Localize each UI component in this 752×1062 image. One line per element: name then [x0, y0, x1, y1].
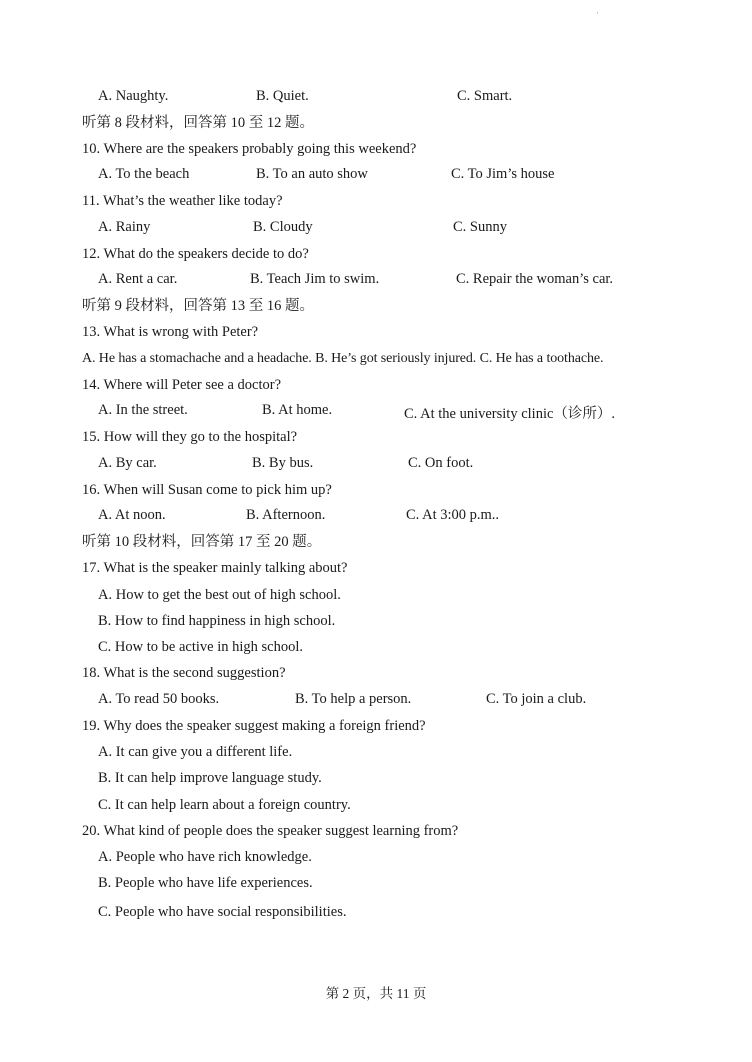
q11-option-c: C. Sunny [453, 219, 507, 235]
corner-mark: · [596, 8, 599, 18]
q12-option-b: B. Teach Jim to swim. [250, 271, 380, 287]
q9-option-b: B. Quiet. [256, 88, 309, 104]
section-9-instruction: 听第 9 段材料，回答第 13 至 16 题。 [82, 298, 314, 314]
q10-option-c: C. To Jim’s house [451, 166, 555, 182]
q12-option-a: A. Rent a car. [98, 271, 178, 287]
q16-option-a: A. At noon. [98, 507, 166, 523]
question-19: 19. Why does the speaker suggest making a foreign friend? [82, 718, 426, 734]
question-10: 10. Where are the speakers probably going this weekend? [82, 141, 417, 157]
question-14: 14. Where will Peter see a doctor? [82, 377, 282, 393]
question-20: 20. What kind of people does the speaker suggest learning from? [82, 823, 459, 839]
q11-option-a: A. Rainy [98, 219, 151, 235]
question-16: 16. When will Susan come to pick him up? [82, 482, 332, 498]
q15-option-a: A. By car. [98, 455, 157, 471]
q14-option-a: A. In the street. [98, 402, 188, 418]
q18-option-a: A. To read 50 books. [98, 691, 220, 707]
q17-option-c: C. How to be active in high school. [98, 639, 303, 655]
q19-option-c: C. It can help learn about a foreign country. [98, 797, 351, 813]
q15-option-c: C. On foot. [408, 455, 474, 471]
q9-option-c: C. Smart. [457, 88, 513, 104]
q17-option-a: A. How to get the best out of high school. [98, 587, 341, 603]
question-12: 12. What do the speakers decide to do? [82, 246, 309, 262]
q12-option-c: C. Repair the woman’s car. [456, 271, 614, 287]
q16-option-b: B. Afternoon. [246, 507, 326, 523]
q10-option-b: B. To an auto show [256, 166, 368, 182]
question-18: 18. What is the second suggestion? [82, 665, 286, 681]
q19-option-a: A. It can give you a different life. [98, 744, 293, 760]
q19-option-b: B. It can help improve language study. [98, 770, 322, 786]
q16-option-c: C. At 3:00 p.m.. [406, 507, 500, 523]
q9-option-a: A. Naughty. [98, 88, 169, 104]
section-10-instruction: 听第 10 段材料，回答第 17 至 20 题。 [82, 534, 322, 550]
q15-option-b: B. By bus. [252, 455, 314, 471]
q20-option-b: B. People who have life experiences. [98, 875, 313, 891]
q14-option-c: C. At the university clinic（诊所）. [404, 406, 616, 422]
q10-option-a: A. To the beach [98, 166, 190, 182]
page-footer: 第 2 页，共 11 页 [325, 986, 427, 1001]
q17-option-b: B. How to find happiness in high school. [98, 613, 336, 629]
question-15: 15. How will they go to the hospital? [82, 429, 298, 445]
question-11: 11. What’s the weather like today? [82, 193, 283, 209]
q13-options: A. He has a stomachache and a headache. B. He’s got seriously injured. C. He has a toothache. [82, 351, 604, 366]
question-17: 17. What is the speaker mainly talking about? [82, 560, 348, 576]
q14-option-b: B. At home. [262, 402, 333, 418]
q18-option-c: C. To join a club. [486, 691, 587, 707]
q20-option-a: A. People who have rich knowledge. [98, 849, 312, 865]
q18-option-b: B. To help a person. [295, 691, 412, 707]
question-13: 13. What is wrong with Peter? [82, 324, 259, 340]
section-8-instruction: 听第 8 段材料，回答第 10 至 12 题。 [82, 115, 314, 131]
q11-option-b: B. Cloudy [253, 219, 313, 235]
q20-option-c: C. People who have social responsibilities. [98, 904, 347, 920]
